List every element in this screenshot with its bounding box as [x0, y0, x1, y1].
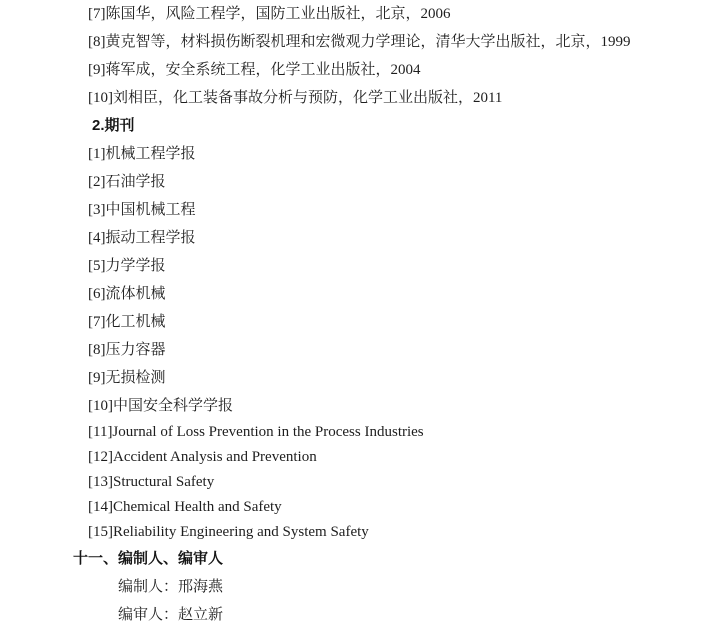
journal-item: [7]化工机械 — [88, 314, 166, 330]
journal-item: [9]无损检测 — [88, 370, 166, 386]
book-reference-item: [9]蒋军成，安全系统工程，化学工业出版社，2004 — [88, 62, 421, 78]
journal-item: [11]Journal of Loss Prevention in the Process Industries — [88, 424, 424, 440]
book-reference-item: [8]黄克智等，材料损伤断裂机理和宏微观力学理论，清华大学出版社，北京，1999 — [88, 34, 631, 50]
reviewer-line: 编审人：赵立新 — [118, 607, 224, 623]
journal-item: [5]力学学报 — [88, 258, 166, 274]
journal-item: [15]Reliability Engineering and System Safety — [88, 524, 369, 540]
journal-item: [13]Structural Safety — [88, 474, 215, 490]
journal-item: [6]流体机械 — [88, 286, 166, 302]
journal-item: [14]Chemical Health and Safety — [88, 499, 282, 515]
journal-item: [4]振动工程学报 — [88, 230, 196, 246]
journal-item: [1]机械工程学报 — [88, 146, 196, 162]
credits-section-heading: 十一、编制人、编审人 — [73, 550, 224, 567]
journals-section-heading: 2.期刊 — [92, 117, 135, 134]
journal-item: [2]石油学报 — [88, 174, 166, 190]
journal-item: [12]Accident Analysis and Prevention — [88, 449, 317, 465]
compiler-line: 编制人：邢海燕 — [118, 579, 224, 595]
book-reference-item: [7]陈国华，风险工程学，国防工业出版社，北京，2006 — [88, 6, 451, 22]
journal-item: [3]中国机械工程 — [88, 202, 196, 218]
journal-item: [8]压力容器 — [88, 342, 166, 358]
book-reference-item: [10]刘相臣，化工装备事故分析与预防，化学工业出版社，2011 — [88, 90, 503, 106]
journal-item: [10]中国安全科学学报 — [88, 398, 233, 414]
